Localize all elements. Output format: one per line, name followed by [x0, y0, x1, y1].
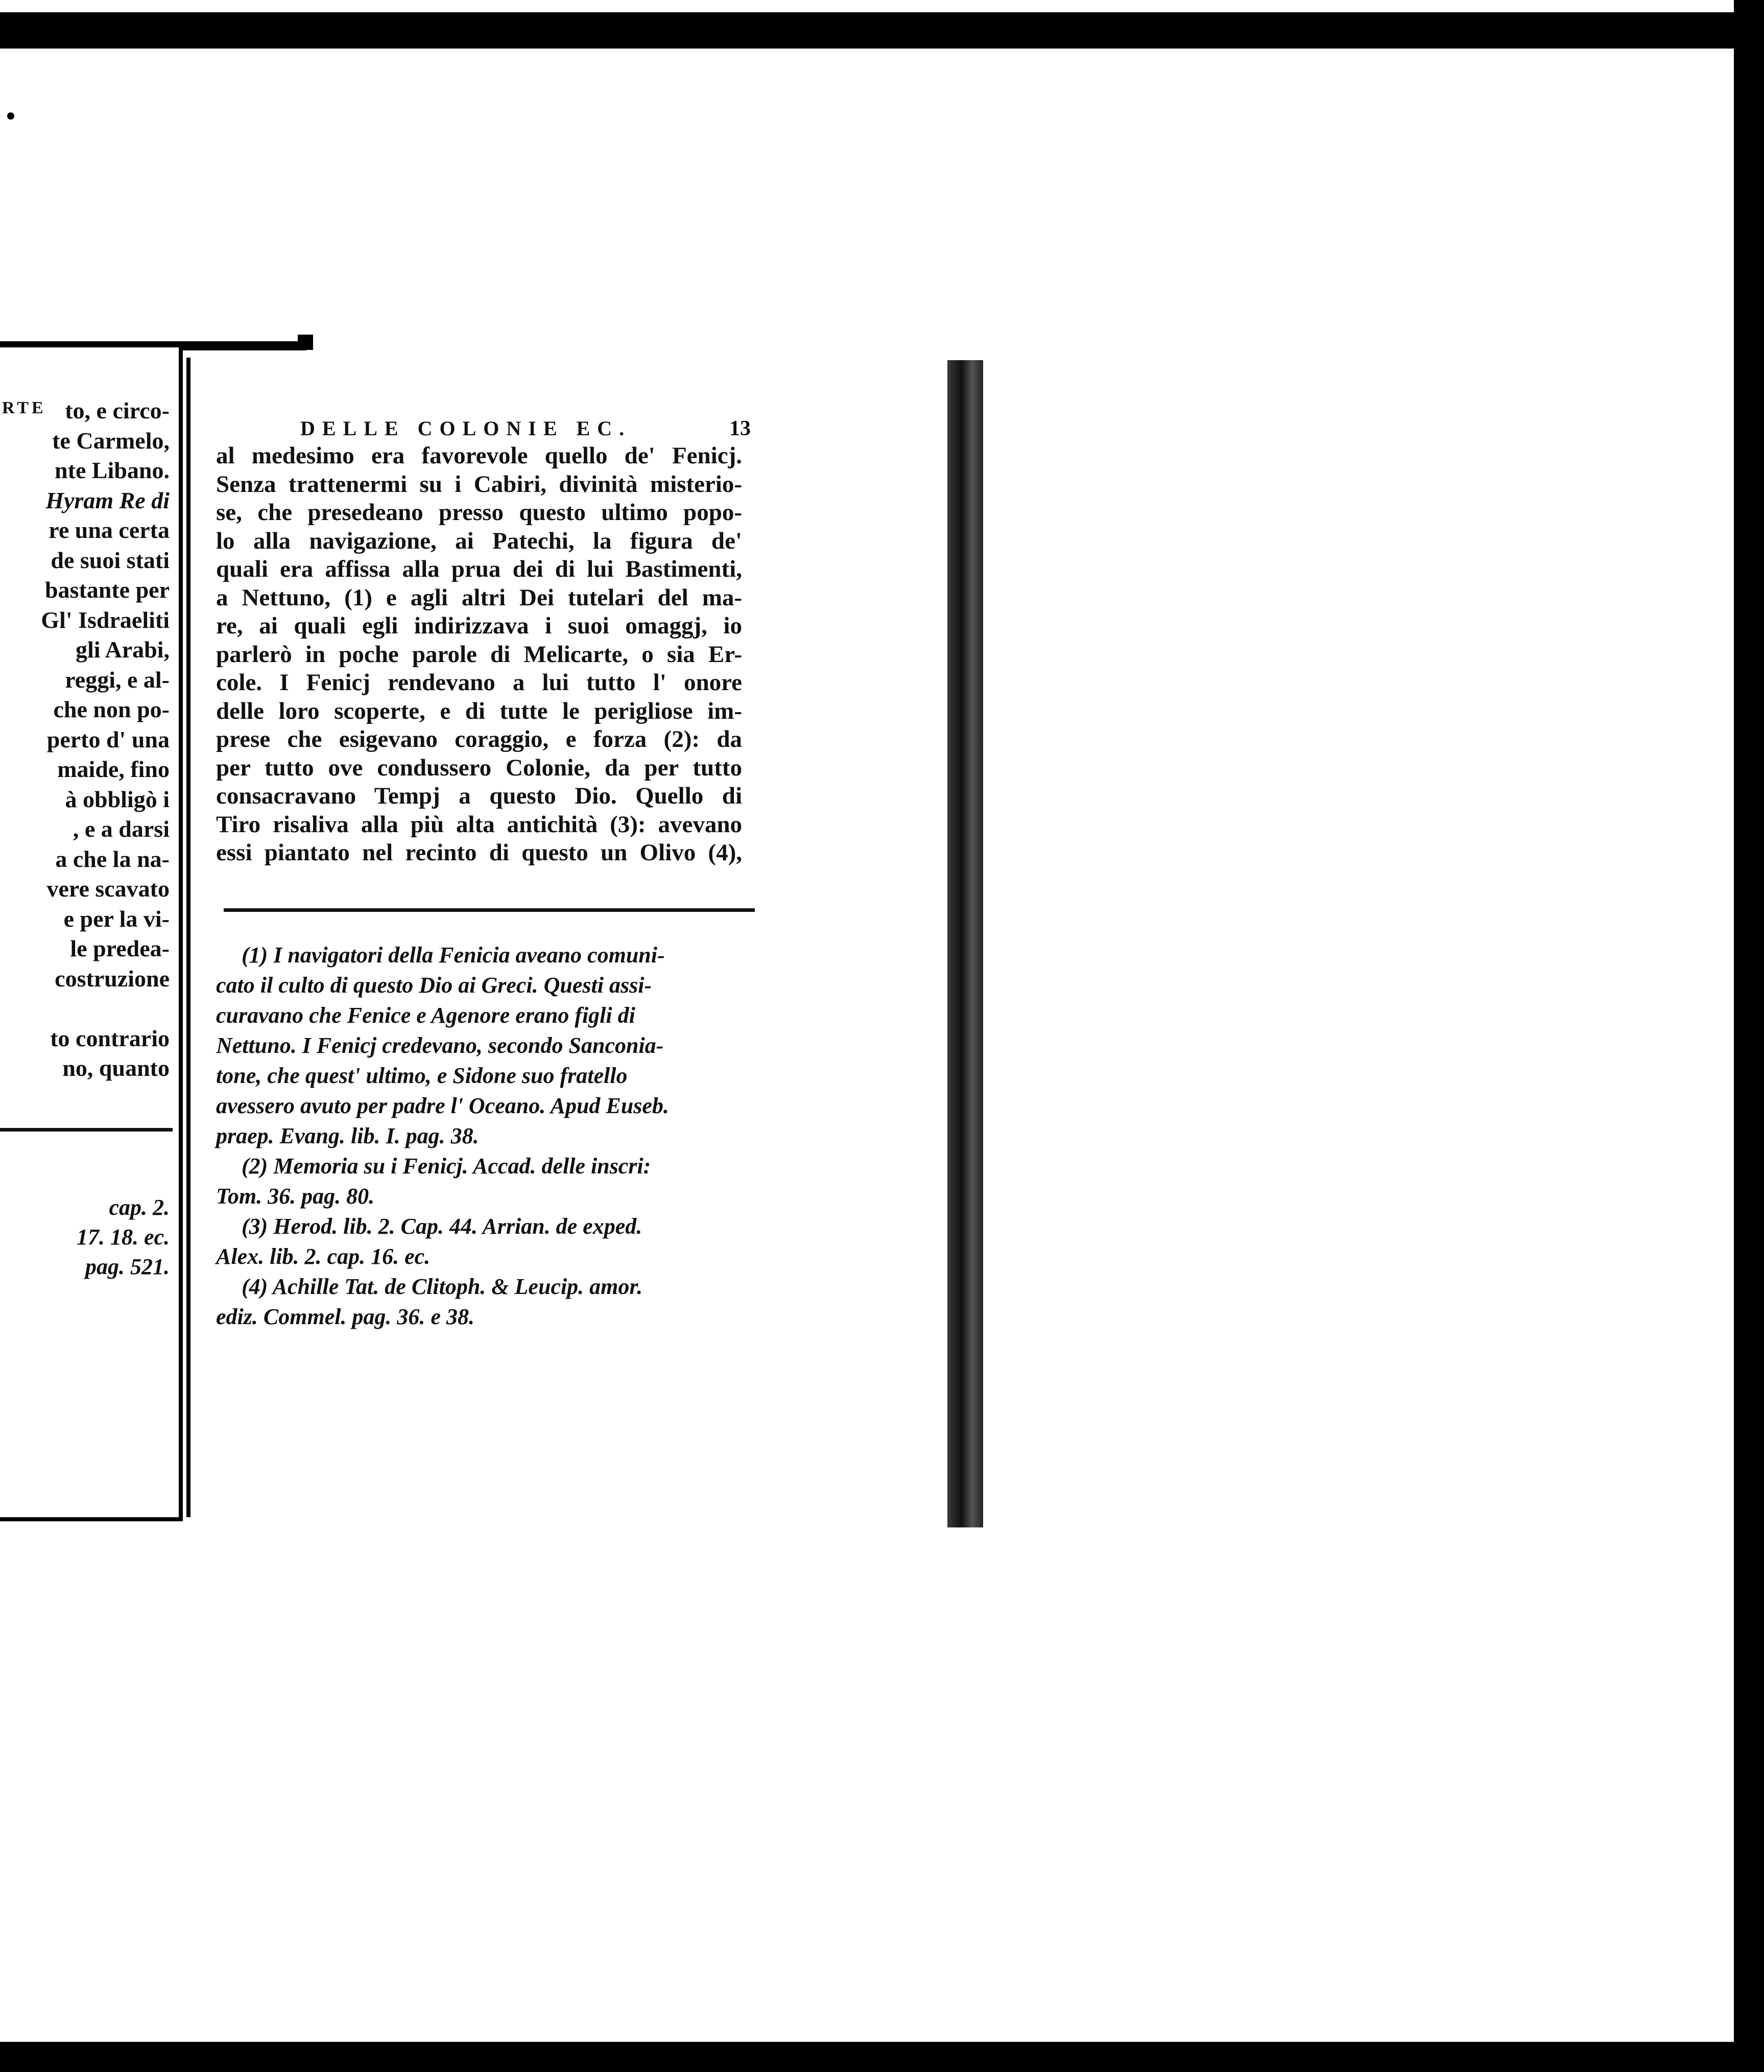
body-text	[216, 442, 742, 867]
left-line: a che la na-	[55, 845, 170, 872]
body-line: re, ai quali egli indirizzava i suoi omaggj, io	[216, 613, 742, 639]
body-line: prese che esigevano coraggio, e forza (2): da	[216, 726, 742, 752]
left-footnote-rule	[0, 1128, 173, 1132]
body-line: al medesimo era favorevole quello de' Fenicj.	[216, 442, 742, 469]
left-page-text	[1, 396, 170, 1084]
left-line: che non po-	[53, 696, 170, 722]
left-page	[0, 347, 183, 1521]
body-line: se, che presedeano presso questo ultimo popo-	[216, 499, 742, 526]
ink-dot	[7, 112, 14, 120]
body-line: essi piantato nel recinto di questo un Olivo (4),	[216, 839, 742, 866]
left-line: Hyram Re di	[45, 487, 170, 513]
body-line: per tutto ove condussero Colonie, da per tutto	[216, 754, 742, 781]
left-line: à obbligò i	[65, 786, 170, 812]
footnote-line: Alex. lib. 2. cap. 16. ec.	[216, 1244, 431, 1269]
footnote-line: cato il culto di questo Dio ai Greci. Questi assi-	[216, 973, 652, 998]
left-line: bastante per	[44, 577, 170, 603]
footnote-line: avessero avuto per padre l' Oceano. Apud Euseb.	[216, 1093, 669, 1118]
footnote-line: ediz. Commel. pag. 36. e 38.	[216, 1304, 474, 1329]
left-line: nte Libano.	[55, 457, 170, 483]
left-line: gli Arabi,	[75, 637, 170, 663]
left-line: re una certa	[49, 517, 170, 543]
footnote-line: (4) Achille Tat. de Clitoph. & Leucip. amor.	[242, 1274, 643, 1299]
book-fore-edge	[947, 360, 983, 1527]
left-line: no, quanto	[62, 1055, 170, 1081]
left-line	[1, 994, 170, 1024]
footnote-line: praep. Evang. lib. I. pag. 38.	[216, 1123, 479, 1148]
footnote-rule	[224, 908, 755, 912]
body-line: Tiro risaliva alla più alta antichità (3): avevano	[216, 811, 742, 838]
right-page	[186, 358, 967, 1517]
body-line: a Nettuno, (1) e agli altri Dei tutelari del ma-	[216, 584, 742, 611]
body-line: Senza trattenermi su i Cabiri, divinità misterio-	[216, 470, 742, 498]
left-line: , e a darsi	[73, 816, 170, 842]
footnote-line: (2) Memoria su i Fenicj. Accad. delle inscri:	[242, 1153, 651, 1179]
left-line: e per la vi-	[63, 905, 170, 932]
body-line: delle loro scoperte, e di tutte le perigliose im-	[216, 697, 742, 724]
footnotes	[216, 940, 742, 1332]
body-line: lo alla navigazione, ai Patechi, la figura de'	[216, 527, 742, 554]
left-line: costruzione	[55, 965, 170, 992]
footnote-line: tone, che quest' ultimo, e Sidone suo fratello	[216, 1063, 628, 1088]
left-note-line: cap. 2.	[109, 1195, 170, 1220]
left-line: le predea-	[70, 935, 170, 961]
left-line: vere scavato	[46, 876, 170, 902]
left-footnotes	[1, 1193, 170, 1282]
footnote-line: Nettuno. I Fenicj credevano, secondo Sanconia-	[216, 1033, 664, 1058]
binding-mark	[298, 335, 313, 350]
left-line: Gl' Isdraeliti	[41, 606, 170, 633]
footnote-line: Tom. 36. pag. 80.	[216, 1184, 375, 1209]
body-line: consacravano Tempj a questo Dio. Quello di	[216, 783, 742, 809]
left-running-head: RTE	[2, 398, 46, 417]
page-number: 13	[729, 417, 751, 440]
left-line: to, e circo-	[65, 397, 170, 423]
left-line: maide, fino	[57, 756, 170, 782]
left-line: de suoi stati	[51, 547, 170, 573]
footnote-line: (1) I navigatori della Fenicia aveano comuni-	[242, 943, 665, 968]
footnote-line: curavano che Fenice e Agenore erano figli di	[216, 1003, 635, 1028]
left-note-line: 17. 18. ec.	[76, 1225, 170, 1250]
footnote-line: (3) Herod. lib. 2. Cap. 44. Arrian. de exped.	[242, 1214, 642, 1239]
top-margin-strip	[0, 0, 1734, 12]
left-line: to contrario	[50, 1025, 170, 1051]
running-head: DELLE COLONIE EC.	[300, 417, 632, 440]
body-line: cole. I Fenicj rendevano a lui tutto l' onore	[216, 669, 742, 696]
left-line: te Carmelo,	[52, 427, 170, 454]
body-line: quali era affissa alla prua dei di lui Bastimenti,	[216, 556, 742, 582]
left-line: reggi, e al-	[65, 666, 170, 693]
body-line: parlerò in poche parole di Melicarte, o sia Er-	[216, 641, 742, 668]
left-note-line: pag. 521.	[85, 1254, 170, 1279]
left-line: perto d' una	[46, 726, 170, 752]
